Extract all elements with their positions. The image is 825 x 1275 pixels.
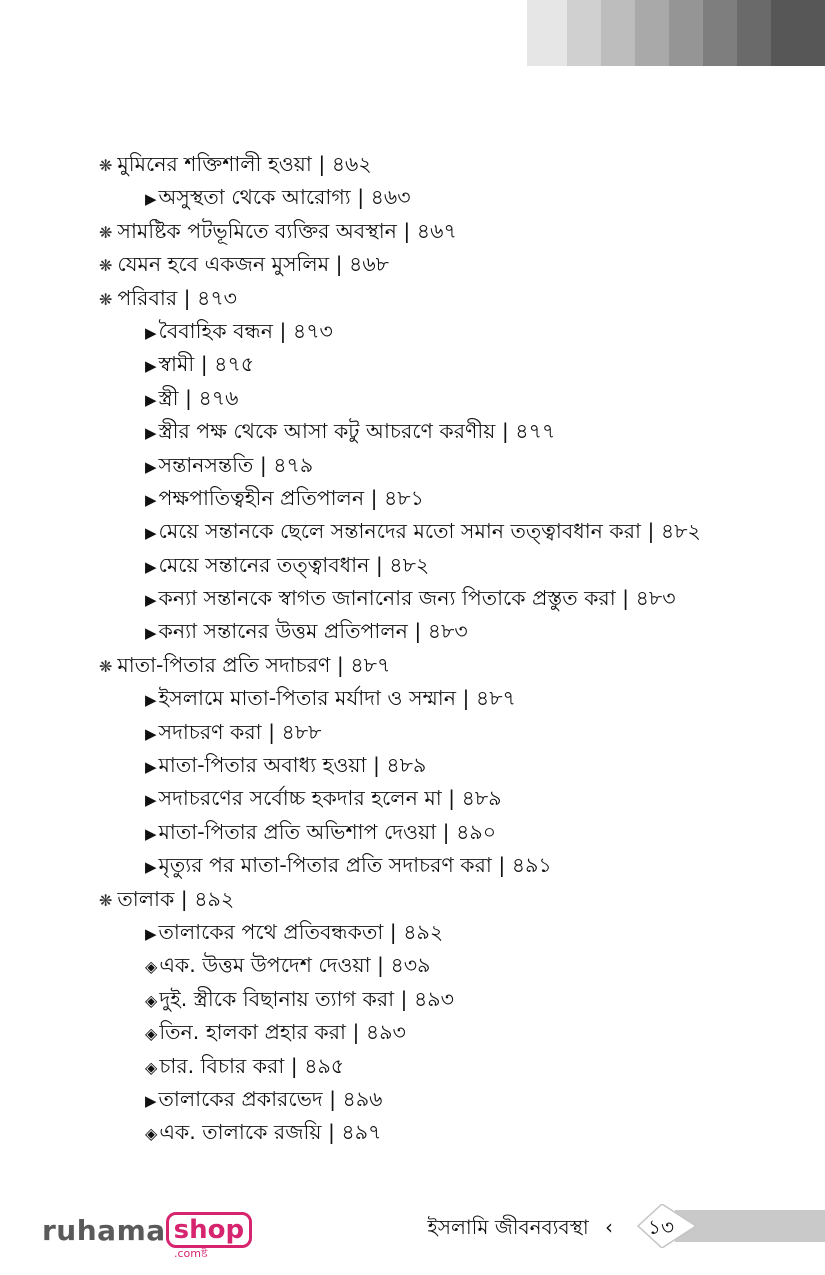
triangle-bullet-icon: ▶ (145, 190, 157, 209)
toc-entry-text: চার. বিচার করা | ৪৯৫ (159, 1053, 345, 1078)
toc-entry (99, 315, 819, 348)
toc-entry-text: তিন. হালকা প্রহার করা | ৪৯৩ (159, 1020, 406, 1045)
triangle-bullet-icon: ▶ (145, 724, 157, 743)
toc-entry (99, 515, 819, 548)
flower-bullet-icon: ❋ (99, 289, 113, 309)
toc-entry-text: ইসলামে মাতা-পিতার মর্যাদা ও সম্মান | ৪৮৭ (158, 686, 516, 711)
toc-entry-text: মাতা-পিতার অবাধ্য হওয়া | ৪৮৯ (158, 753, 427, 778)
toc-entry (99, 449, 819, 482)
header-tab (601, 0, 635, 66)
running-title (427, 1212, 613, 1242)
toc-entry (99, 482, 819, 515)
flower-bullet-icon: ❋ (99, 222, 113, 242)
toc-entry-text: বৈবাহিক বন্ধন | ৪৭৩ (158, 318, 333, 343)
toc-entry-text: স্ত্রী | ৪৭৬ (158, 385, 239, 410)
toc-entry (99, 282, 819, 315)
page-number-tab (600, 1204, 825, 1248)
toc-entry (99, 849, 819, 882)
toc-entry (99, 549, 819, 582)
toc-entry-text: পরিবার | ৪৭৩ (117, 285, 237, 310)
toc-entry-text: পক্ষপাতিত্বহীন প্রতিপালন | ৪৮১ (158, 485, 424, 510)
triangle-bullet-icon: ▶ (145, 323, 157, 342)
triangle-bullet-icon: ▶ (145, 424, 157, 443)
toc-entry (99, 415, 819, 448)
toc-entry-text: স্ত্রীর পক্ষ থেকে আসা কটু আচরণে করণীয় | ৪৭৭ (158, 419, 556, 444)
triangle-bullet-icon: ▶ (145, 524, 157, 543)
toc-entry-text: মুমিনের শক্তিশালী হওয়া | ৪৬২ (117, 152, 372, 176)
triangle-bullet-icon: ▶ (145, 691, 157, 710)
page-number: ১৩ (648, 1215, 674, 1239)
toc-entry (99, 883, 819, 916)
triangle-bullet-icon: ▶ (145, 758, 157, 777)
header-tab (771, 0, 825, 66)
toc-entry-text: তালাক | ৪৯২ (117, 886, 235, 911)
triangle-bullet-icon: ▶ (145, 824, 157, 843)
toc-entry-text: স্বামী | ৪৭৫ (158, 352, 255, 377)
diamond-bullet-icon: ◈ (145, 1124, 158, 1144)
triangle-bullet-icon: ▶ (145, 390, 157, 409)
toc-entry (99, 382, 819, 415)
toc-entry-text: এক. উত্তম উপদেশ দেওয়া | ৪৩৯ (159, 953, 431, 978)
flower-bullet-icon: ❋ (99, 656, 113, 676)
triangle-bullet-icon: ▶ (145, 557, 157, 576)
diamond-bullet-icon: ◈ (145, 957, 158, 977)
header-tab-strip (527, 0, 825, 66)
toc-entry (99, 1083, 819, 1116)
publisher-logo (42, 1212, 252, 1260)
header-tab (635, 0, 669, 66)
logo-shop-badge: shop (166, 1212, 252, 1248)
diamond-bullet-icon: ◈ (145, 990, 158, 1010)
diamond-bullet-icon: ◈ (145, 1024, 158, 1044)
triangle-bullet-icon: ▶ (145, 858, 157, 877)
toc-entry-text: কন্যা সন্তানকে স্বাগত জানানোর জন্য পিতাকে প্রস্তুত করা | ৪৮৩ (158, 586, 676, 611)
diamond-bullet-icon: ◈ (145, 1057, 158, 1077)
toc-entry-text: এক. তালাকে রজয়ি | ৪৯৭ (159, 1120, 382, 1145)
toc-entry-text: কন্যা সন্তানের উত্তম প্রতিপালন | ৪৮৩ (158, 619, 468, 644)
toc-entry-text: মেয়ে সন্তানকে ছেলে সন্তানদের মতো সমান তত্ত্বাবধান করা | ৪৮২ (158, 519, 701, 544)
triangle-bullet-icon: ▶ (145, 624, 157, 643)
toc-entry (99, 749, 819, 782)
toc-entry (99, 716, 819, 749)
toc-entry (99, 148, 819, 181)
flower-bullet-icon: ❋ (99, 890, 113, 910)
logo-wordmark: ruhama (42, 1214, 166, 1247)
toc-entry-text: মৃত্যুর পর মাতা-পিতার প্রতি সদাচরণ করা | ৪৯১ (158, 853, 552, 878)
flower-bullet-icon: ❋ (99, 256, 113, 276)
header-tab (567, 0, 601, 66)
page-number-band (675, 1210, 825, 1242)
toc-entry-text: মাতা-পিতার প্রতি সদাচরণ | ৪৮৭ (117, 652, 391, 677)
toc-entry (99, 816, 819, 849)
toc-entry-text: দুই. স্ত্রীকে বিছানায় ত্যাগ করা | ৪৯৩ (159, 986, 454, 1011)
triangle-bullet-icon: ▶ (145, 924, 157, 943)
toc-entry (99, 983, 819, 1016)
table-of-contents (99, 148, 819, 1150)
header-tab (703, 0, 737, 66)
toc-entry (99, 649, 819, 682)
triangle-bullet-icon: ▶ (145, 457, 157, 476)
toc-entry (99, 1050, 819, 1083)
triangle-bullet-icon: ▶ (145, 591, 157, 610)
toc-entry-text: তালাকের প্রকারভেদ | ৪৯৬ (158, 1086, 383, 1111)
toc-entry-text: তালাকের পথে প্রতিবন্ধকতা | ৪৯২ (158, 919, 444, 944)
toc-entry-text: মাতা-পিতার প্রতি অভিশাপ দেওয়া | ৪৯০ (158, 819, 497, 844)
toc-entry (99, 1116, 819, 1149)
toc-entry (99, 615, 819, 648)
triangle-bullet-icon: ▶ (145, 490, 157, 509)
toc-entry (99, 348, 819, 381)
triangle-bullet-icon: ▶ (145, 791, 157, 810)
toc-entry-text: সন্তানসন্ততি | ৪৭৯ (158, 452, 314, 477)
toc-entry-text: সামষ্টিক পটভূমিতে ব্যক্তির অবস্থান | ৪৬৭ (117, 218, 457, 243)
header-tab (527, 0, 567, 66)
toc-entry (99, 1016, 819, 1049)
header-tab (737, 0, 771, 66)
toc-entry (99, 215, 819, 248)
toc-entry-text: সদাচরণের সর্বোচ্চ হকদার হলেন মা | ৪৮৯ (158, 786, 502, 811)
toc-entry (99, 248, 819, 281)
toc-entry-text: যেমন হবে একজন মুসলিম | ৪৬৮ (117, 252, 389, 277)
flower-bullet-icon: ❋ (99, 156, 113, 175)
triangle-bullet-icon: ▶ (145, 1091, 157, 1110)
chevron-left-icon: ‹ (605, 1215, 613, 1239)
toc-entry (99, 682, 819, 715)
running-title-text: ইসলামি জীবনব্যবস্থা (427, 1215, 589, 1239)
logo-dotcom: .comষ্ট (174, 1247, 208, 1260)
toc-entry (99, 949, 819, 982)
toc-entry-text: মেয়ে সন্তানের তত্ত্বাবধান | ৪৮২ (158, 552, 430, 577)
toc-entry (99, 181, 819, 214)
toc-entry-text: অসুস্থতা থেকে আরোগ্য | ৪৬৩ (158, 185, 411, 210)
toc-entry (99, 782, 819, 815)
triangle-bullet-icon: ▶ (145, 357, 157, 376)
header-tab (669, 0, 703, 66)
toc-entry (99, 916, 819, 949)
toc-entry (99, 582, 819, 615)
toc-entry-text: সদাচরণ করা | ৪৮৮ (158, 719, 322, 744)
